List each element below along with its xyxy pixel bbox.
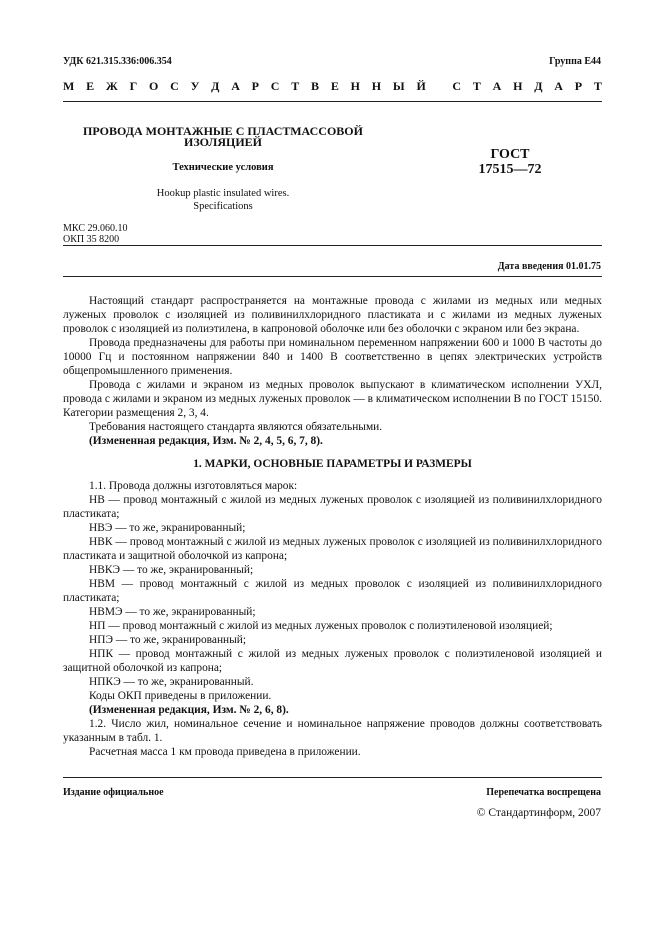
interstate-letter: С [170,79,179,93]
udk-code: УДК 621.315.336:006.354 [63,56,172,67]
interstate-letter: Т [593,79,602,93]
interstate-letter: Й [416,79,426,93]
brand-npk: НПК — провод монтажный с жилой из медных луженых проволок с полиэтиленовой изоляцией и защитной оболочкой из капрона; [63,648,602,674]
revision-note-2: (Измененная редакция, Изм. № 2, 6, 8). [89,704,289,716]
section-1-heading: 1. МАРКИ, ОСНОВНЫЕ ПАРАМЕТРЫ И РАЗМЕРЫ [193,458,472,470]
effective-date-value: 01.01.75 [566,261,601,272]
title-line-2: ИЗОЛЯЦИЕЙ [183,135,263,149]
footer-divider [63,777,602,778]
english-title [63,187,383,213]
interstate-letter: Е [86,79,95,93]
interstate-letter: А [554,79,563,93]
interstate-letter: Г [129,79,138,93]
interstate-letter: А [492,79,502,93]
interstate-letter: Р [251,79,259,93]
gost-label: ГОСТ [490,147,530,162]
header-divider [63,101,602,102]
interstate-letter: М [63,79,75,93]
official-edition: Издание официальное [63,787,164,798]
interstate-letter: Ы [392,79,405,93]
gost-number [470,147,550,177]
interstate-letter: Т [472,79,481,93]
codes-divider [63,245,602,246]
effective-date-label: Дата введения [497,261,564,272]
interstate-letter: С [452,79,462,93]
brand-nvke: НВКЭ — то же, экранированный; [89,564,254,576]
brand-npke: НПКЭ — то же, экранированный. [89,676,254,688]
interstate-letter: Т [291,79,300,93]
title-line-1: ПРОВОДА МОНТАЖНЫЕ С ПЛАСТМАССОВОЙ [83,124,363,138]
okp-codes-note: Коды ОКП приведены в приложении. [89,690,272,702]
brand-nve: НВЭ — то же, экранированный; [89,522,246,534]
brand-nvm: НВМ — провод монтажный с жилой из медных проволок с изоляцией из поливинилхлоридного пластиката; [63,578,602,604]
interstate-standard-heading [63,79,602,94]
interstate-letter: А [231,79,240,93]
mass-note: Расчетная масса 1 км провода приведена в приложении. [89,746,361,758]
gost-code: 17515—72 [478,162,542,177]
clause-1-2: 1.2. Число жил, номинальное сечение и номинальное напряжение проводов должны соответствовать указанным в табл. 1. [63,718,602,744]
intro-paragraph-4: Требования настоящего стандарта являются обязательными. [89,421,383,433]
interstate-letter: Н [350,79,360,93]
interstate-letter: У [190,79,200,93]
okp-code: ОКП 35 8200 [63,234,120,245]
document-body [63,294,602,759]
interstate-letter: В [311,79,320,93]
interstate-letter: Ж [105,79,118,93]
interstate-letter: Д [534,79,543,93]
brand-npe: НПЭ — то же, экранированный; [89,634,247,646]
reprint-prohibited: Перепечатка воспрещена [486,787,601,798]
clause-1-1: 1.1. Провода должны изготовляться марок: [89,480,298,492]
date-divider [63,276,602,277]
interstate-letter [438,79,441,94]
english-title-line-2: Specifications [193,201,253,212]
interstate-letter: Р [574,79,583,93]
brand-np: НП — провод монтажный с жилой из медных луженых проволок с полиэтиленовой изоляцией; [89,620,553,632]
interstate-letter: Д [211,79,220,93]
intro-paragraph-1: Настоящий стандарт распространяется на монтажные провода с жилами из медных или медных луженых проволок с изоляцией из поливинилхлоридного пластиката и с жилами из медных луженых проволок с изоляцией из полиэтилена, в капроновой оболочке или без оболочки с экраном или без экрана. [63,295,602,335]
brand-nvk: НВК — провод монтажный с жилой из медных луженых проволок с изоляцией из поливинилхлоридного пластиката и защитной оболочкой из капрона; [63,536,602,562]
revision-note-1: (Измененная редакция, Изм. № 2, 4, 5, 6, 7, 8). [89,435,323,447]
interstate-letter: Е [330,79,339,93]
effective-date [498,261,601,272]
brand-nvme: НВМЭ — то же, экранированный; [89,606,256,618]
intro-paragraph-3: Провода с жилами и экраном из медных проволок выпускают в климатическом исполнении УХЛ, провода с жилами и экраном из медных луженых проволок — в климатическом исполнении В по ГОСТ 15150. Категории размещения 2, 3, 4. [63,379,602,419]
interstate-letter: Н [371,79,382,93]
copyright: © Стандартинформ, 2007 [476,807,601,819]
intro-paragraph-2: Провода предназначены для работы при номинальном переменном напряжении 600 и 1000 В частоты до 10000 Гц и постоянном напряжении 840 и 1400 В соответственно в цепях электрических устройств общепромышленного применения. [63,337,602,377]
mks-code: МКС 29.060.10 [63,223,128,234]
brand-nv: НВ — провод монтажный с жилой из медных луженых проволок с изоляцией из поливинилхлоридного пластиката; [63,494,602,520]
group-code: Группа Е44 [549,56,601,67]
classification-codes [63,223,127,245]
interstate-letter: Н [513,79,523,93]
document-title [63,126,383,148]
document-subtitle: Технические условия [172,162,274,173]
interstate-letter: О [148,79,159,93]
interstate-letter: С [270,79,280,93]
english-title-line-1: Hookup plastic insulated wires. [156,188,290,199]
